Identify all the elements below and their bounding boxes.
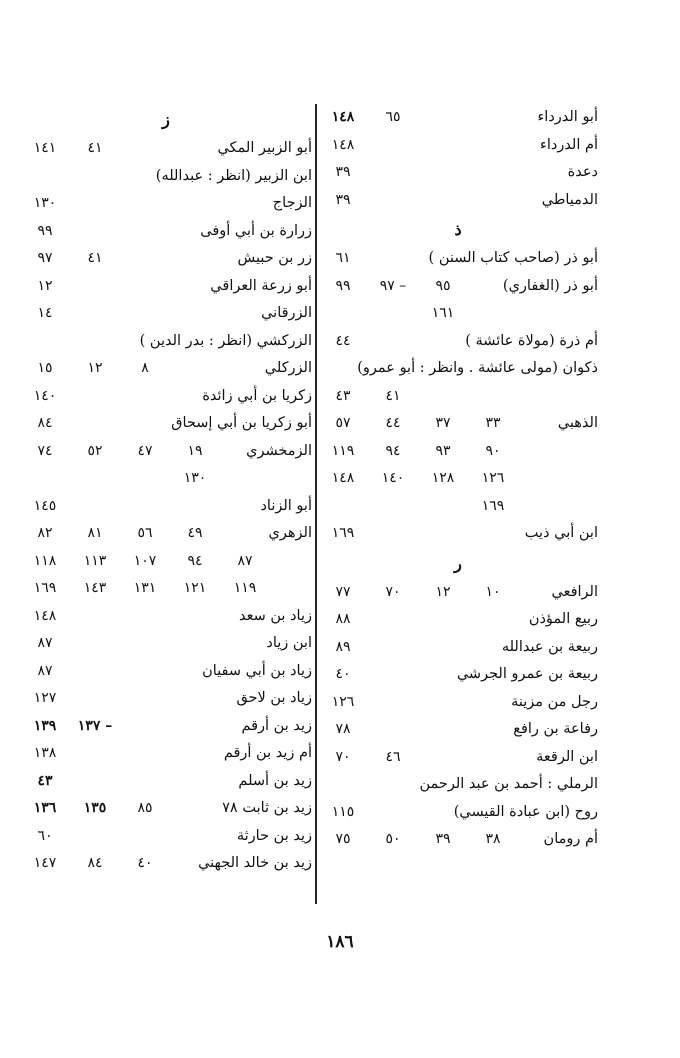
entry-name: الزجاج: [272, 195, 312, 211]
page-refs: [20, 823, 70, 851]
entry-name: ربيعة بن عمرو الجرشي: [456, 666, 598, 682]
page-ref: ٨٨: [335, 611, 351, 627]
page-refs: [318, 716, 368, 744]
entry-name: أبو الزبير المكي: [217, 140, 312, 156]
entry-name: الدمياطي: [541, 191, 598, 208]
page-ref: ٤٧: [137, 442, 153, 459]
index-entry: [20, 740, 312, 768]
page-ref: [568, 744, 618, 772]
entry-name: ربيعة بن عبدالله: [501, 638, 598, 655]
page-ref: [418, 744, 468, 772]
index-entry: [20, 685, 312, 713]
page-ref: [170, 850, 220, 878]
index-entry-continuation: [20, 465, 312, 493]
section-letter: ر: [454, 553, 462, 573]
entry-name: زيد بن أرقم: [241, 717, 312, 734]
page-ref: ٤٦: [385, 748, 401, 765]
page-refs: [20, 493, 70, 521]
page-refs: [318, 104, 618, 132]
page-ref: [468, 104, 518, 132]
page-ref: ١٣٦: [33, 800, 57, 816]
page-refs: [20, 740, 70, 768]
index-entry: [318, 826, 598, 854]
page-refs: [20, 685, 70, 713]
entry-name: زياد بن سعد: [239, 607, 312, 624]
page-refs: [20, 438, 320, 466]
entry-name: روح (ابن عبادة القيسي): [453, 803, 598, 820]
page-ref: [270, 135, 320, 163]
page-refs: [20, 190, 70, 218]
index-entry: [20, 795, 312, 823]
page-ref: ١٦٩: [481, 497, 505, 514]
index-entry: [20, 218, 312, 246]
page-ref: [220, 713, 270, 741]
page-ref: ١٤٣: [83, 580, 107, 596]
page-ref: ٨٢: [37, 525, 53, 541]
page-ref: ٤٤: [335, 332, 351, 349]
page-ref: ٨٧: [237, 552, 253, 569]
entry-name: أبو زرعة العراقي: [210, 277, 312, 294]
page-ref: ١٢: [87, 360, 103, 376]
page-refs: [20, 273, 70, 301]
entry-name: رجل من مزينة: [511, 693, 598, 710]
page-refs: [318, 273, 618, 301]
page-refs: [20, 630, 70, 658]
index-entry: [20, 273, 312, 301]
page-ref: [120, 135, 170, 163]
page-ref: ١٣١: [133, 580, 157, 596]
index-entry: [318, 689, 598, 717]
page-ref: ٤١: [385, 387, 401, 404]
page-refs: [20, 603, 70, 631]
page-ref: [220, 795, 270, 823]
index-entry: [20, 245, 312, 273]
section-letter: ذ: [454, 220, 462, 239]
index-entry: [20, 410, 312, 438]
page-ref: [220, 135, 270, 163]
entry-name: الذهبي: [557, 415, 598, 431]
page-ref: ٤١: [87, 250, 103, 266]
index-entry: [318, 579, 598, 607]
page-ref: ٣٩: [335, 164, 351, 180]
page-ref: ٨١: [87, 525, 103, 541]
page-ref: ١٢: [435, 583, 451, 600]
page-ref: ٨٤: [37, 415, 53, 431]
page-ref: ٧٤: [37, 442, 53, 459]
entry-name: زيد بن خالد الجهني: [198, 855, 312, 871]
entry-name: زياد بن أبي سفيان: [202, 662, 312, 679]
page-ref: [518, 744, 568, 772]
entry-name: ابن أبي ذيب: [524, 525, 598, 541]
page-ref: ١١٣: [83, 552, 107, 569]
page-ref: ٩٥: [435, 277, 451, 294]
page-ref: [518, 410, 568, 438]
page-ref: ٥٧: [335, 415, 351, 431]
page-ref: [270, 355, 320, 383]
page-ref: [270, 438, 320, 466]
page-ref: ٨٩: [335, 638, 351, 655]
entry-name: أم رومان: [543, 831, 598, 847]
page-ref: ٩٤: [385, 442, 401, 459]
page-ref: ٩٩: [37, 222, 53, 239]
page-ref: ٤٩: [187, 525, 203, 541]
entry-name: أم ذرة (مولاة عائشة ): [465, 332, 598, 349]
page-ref: [120, 713, 170, 741]
page-ref: ١٣٠: [183, 470, 207, 486]
page-refs: [318, 520, 368, 548]
entry-name: الزركلي: [264, 360, 312, 376]
page-ref: [220, 355, 270, 383]
page-ref: ١٢١: [183, 580, 207, 596]
page-ref: ٤٠: [335, 666, 351, 682]
page-ref: ١٤٨: [33, 607, 57, 624]
index-entry: [20, 328, 312, 356]
entry-name: زر بن حبيش: [237, 250, 312, 266]
page-ref: [568, 410, 618, 438]
page-ref: ١٤٧: [33, 855, 57, 871]
page-ref: [518, 826, 568, 854]
page-refs: [318, 826, 568, 854]
page-refs: [20, 245, 320, 273]
entry-name: أبو ذر (صاحب كتاب السنن ): [428, 250, 598, 266]
page-ref: [518, 104, 568, 132]
page-ref: ٣٨: [485, 831, 501, 847]
page-ref: [220, 850, 270, 878]
page-ref: ١٣٧ –: [77, 717, 113, 734]
page-refs: [20, 795, 270, 823]
index-entry: [20, 768, 312, 796]
page-ref: ١٢٧: [33, 690, 57, 706]
page-ref: [468, 744, 518, 772]
page-ref: ١٤٠: [33, 387, 57, 404]
page-refs: [318, 410, 618, 438]
page-refs: [318, 634, 368, 662]
page-refs: [318, 328, 368, 356]
page-ref: ٦٠: [37, 827, 53, 844]
page-refs: [318, 579, 568, 607]
page-refs: [20, 383, 70, 411]
entry-name: ابن الرقعة: [536, 748, 598, 765]
index-entry: [318, 273, 598, 301]
index-entry: [20, 190, 312, 218]
page-refs: [20, 768, 70, 796]
page-ref: ٤٠: [137, 855, 153, 871]
entry-name: ابن زياد: [266, 635, 312, 651]
index-entry: [318, 661, 598, 689]
page-ref: ١٢٦: [481, 470, 505, 486]
section-letter: ز: [162, 110, 170, 129]
index-entry-continuation: [318, 438, 598, 466]
page-refs: [318, 132, 368, 160]
index-entry: [318, 606, 598, 634]
page-refs: [20, 218, 70, 246]
page-ref: ١٣٠: [33, 195, 57, 211]
entry-name: زيد بن أسلم: [238, 772, 312, 789]
index-entry-continuation: [318, 493, 598, 521]
page-ref: ١٤٠: [381, 470, 405, 486]
page-ref: [568, 273, 618, 301]
page-ref: ١٣٥: [83, 800, 107, 816]
page-refs: [20, 713, 270, 741]
page-refs: [20, 658, 70, 686]
page-ref: ٨: [141, 360, 149, 376]
index-entry: [20, 355, 312, 383]
page-ref: ٨٧: [37, 635, 53, 651]
page-ref: ١١٥: [331, 803, 355, 820]
index-entry: [318, 245, 598, 273]
page-ref: ٩٠: [485, 442, 501, 459]
page-ref: [170, 795, 220, 823]
page-ref: ٨٤: [87, 855, 103, 871]
index-entry: [318, 799, 598, 827]
page-ref: ١٠٧: [133, 552, 157, 569]
index-column-left: [20, 104, 312, 878]
page-ref: ٩٣: [435, 442, 451, 459]
index-entry: [20, 300, 312, 328]
entry-name: الزركشي (انظر : بدر الدين ): [139, 332, 312, 349]
page-ref: ٣٩: [435, 831, 451, 847]
page-ref: [170, 713, 220, 741]
page-ref: ١٢: [37, 277, 53, 294]
page-refs: [318, 606, 368, 634]
index-entry: [20, 438, 312, 466]
page-ref: ٦١: [335, 250, 351, 266]
entry-name: أبو الدرداء: [537, 109, 598, 125]
index-entry-continuation: [20, 575, 312, 603]
page-ref: ١٣٩: [33, 717, 57, 734]
index-entry: [318, 132, 598, 160]
page-ref: ٣٣: [485, 415, 501, 431]
page-ref: [170, 135, 220, 163]
index-entry: [318, 410, 598, 438]
entry-name: ربيع المؤذن: [528, 611, 598, 627]
page-ref: ١١٩: [233, 580, 257, 596]
entry-name: الرملي : أحمد بن عبد الرحمن: [419, 776, 598, 792]
entry-name: ذكوان (مولى عائشة . وانظر : أبو عمرو): [357, 360, 598, 376]
entry-name: زرارة بن أبي أوفى: [200, 222, 312, 239]
index-entry: [318, 634, 598, 662]
page-ref: [468, 273, 518, 301]
page-ref: ٧٥: [335, 831, 351, 847]
page-ref: ٩٤: [187, 552, 203, 569]
page-ref: ٣٩: [335, 191, 351, 208]
index-entry: [318, 187, 598, 215]
entry-name: الرافعي: [551, 583, 598, 600]
page-refs: [20, 410, 70, 438]
entry-name: أبو ذر (الغفاري): [502, 277, 598, 294]
page-ref: ٥٢: [87, 442, 103, 459]
page-ref: [568, 104, 618, 132]
index-entry: [20, 713, 312, 741]
page-ref: ١٤٨: [331, 109, 355, 125]
page-ref: [120, 245, 170, 273]
entry-name: أم زيد بن أرقم: [223, 745, 312, 761]
page-ref: ١٢٦: [331, 693, 355, 710]
page-ref: [270, 520, 320, 548]
index-entry: [20, 603, 312, 631]
page-refs: [318, 661, 368, 689]
index-entry: [20, 823, 312, 851]
index-entry: [20, 850, 312, 878]
page-ref: [518, 579, 568, 607]
entry-name: زيد بن ثابت ٧٨: [222, 800, 312, 816]
page-refs: [318, 245, 368, 273]
page-ref: ١٤٥: [33, 497, 57, 514]
index-entry: [20, 630, 312, 658]
page-ref: ٧٠: [335, 748, 351, 765]
entry-name: زكريا بن أبي زائدة: [202, 387, 312, 404]
page-ref: ٤٤: [385, 415, 401, 431]
page-ref: [170, 355, 220, 383]
page-ref: ١٤١: [33, 140, 57, 156]
page-ref: ١٤: [37, 305, 53, 321]
page-number: ١٨٦: [326, 932, 354, 952]
page-ref: [518, 273, 568, 301]
index-entry: [20, 520, 312, 548]
page-ref: ١٩: [187, 442, 203, 459]
page-refs: [20, 135, 320, 163]
index-entry: [318, 355, 598, 383]
page-refs: [20, 355, 320, 383]
page-ref: ١٦١: [431, 305, 455, 321]
page-refs: [20, 520, 320, 548]
page-refs: [318, 187, 368, 215]
page-ref: ١١٩: [331, 442, 355, 459]
entry-name: الزهري: [268, 525, 312, 541]
index-entry: [318, 328, 598, 356]
index-entry-continuation: [318, 465, 598, 493]
page-ref: ٨٧: [37, 662, 53, 679]
page-ref: [418, 104, 468, 132]
page-ref: ١٤٨: [331, 470, 355, 486]
entry-name: أبو الزناد: [260, 497, 312, 514]
index-entry: [318, 104, 598, 132]
page-ref: ١٠: [485, 583, 501, 600]
page-ref: ٨٥: [137, 800, 153, 816]
index-column-right: [318, 104, 598, 854]
index-entry: [318, 716, 598, 744]
page-ref: [270, 245, 320, 273]
page-refs: [318, 799, 368, 827]
entry-name: زياد بن لاحق: [236, 690, 312, 706]
page-ref: ١٢٨: [431, 470, 455, 486]
page-ref: ١٥: [37, 360, 53, 376]
page-ref: ٧٠: [385, 583, 401, 600]
page-ref: ١١٨: [33, 552, 57, 569]
entry-name: ابن الزبير (انظر : عبدالله): [155, 167, 312, 184]
index-entry: [318, 520, 598, 548]
index-entry: [318, 771, 598, 799]
page-ref: [220, 520, 270, 548]
entry-name: أبو زكريا بن أبي إسحاق: [171, 415, 312, 431]
index-entry: [20, 163, 312, 191]
page-ref: [220, 245, 270, 273]
page-ref: [170, 245, 220, 273]
page-ref: ٧٨: [335, 721, 351, 737]
page-ref: ١٦٩: [33, 580, 57, 596]
page-ref: ١٣٨: [33, 745, 57, 761]
page-ref: ٧٧: [335, 583, 351, 600]
index-entry-continuation: [318, 383, 598, 411]
page-ref: ٥٦: [137, 525, 153, 541]
page-ref: ٣٧: [435, 415, 451, 431]
index-entry: [318, 159, 598, 187]
index-entry: [20, 135, 312, 163]
page-ref: ٤٣: [37, 772, 53, 789]
page-ref: ١٤٨: [331, 136, 355, 153]
page-refs: [318, 689, 368, 717]
index-entry: [20, 493, 312, 521]
page-ref: ٩٩: [335, 277, 351, 294]
page-refs: [318, 159, 368, 187]
entry-name: الزرقاني: [261, 305, 312, 321]
page-refs: [20, 300, 70, 328]
page-ref: ٩٧ –: [379, 277, 407, 294]
entry-name: أم الدرداء: [540, 136, 598, 153]
entry-name: الزمخشري: [246, 442, 312, 459]
index-entry: [20, 658, 312, 686]
page-refs: [318, 744, 618, 772]
column-divider: [315, 104, 317, 904]
index-entry: [318, 744, 598, 772]
page-ref: ٦٥: [385, 109, 401, 125]
page-ref: ٩٧: [37, 250, 53, 266]
entry-name: رفاعة بن رافع: [513, 721, 598, 737]
index-entry-continuation: [318, 300, 598, 328]
page-ref: ٥٠: [385, 831, 401, 847]
page-ref: ٤١: [87, 140, 103, 156]
page-ref: [220, 438, 270, 466]
page-ref: ٤٣: [335, 387, 351, 404]
page-refs: [20, 850, 270, 878]
page-ref: ١٦٩: [331, 525, 355, 541]
entry-name: دعدة: [567, 164, 598, 180]
index-entry: [20, 383, 312, 411]
index-entry-continuation: [20, 548, 312, 576]
entry-name: زيد بن حارثة: [236, 827, 312, 844]
